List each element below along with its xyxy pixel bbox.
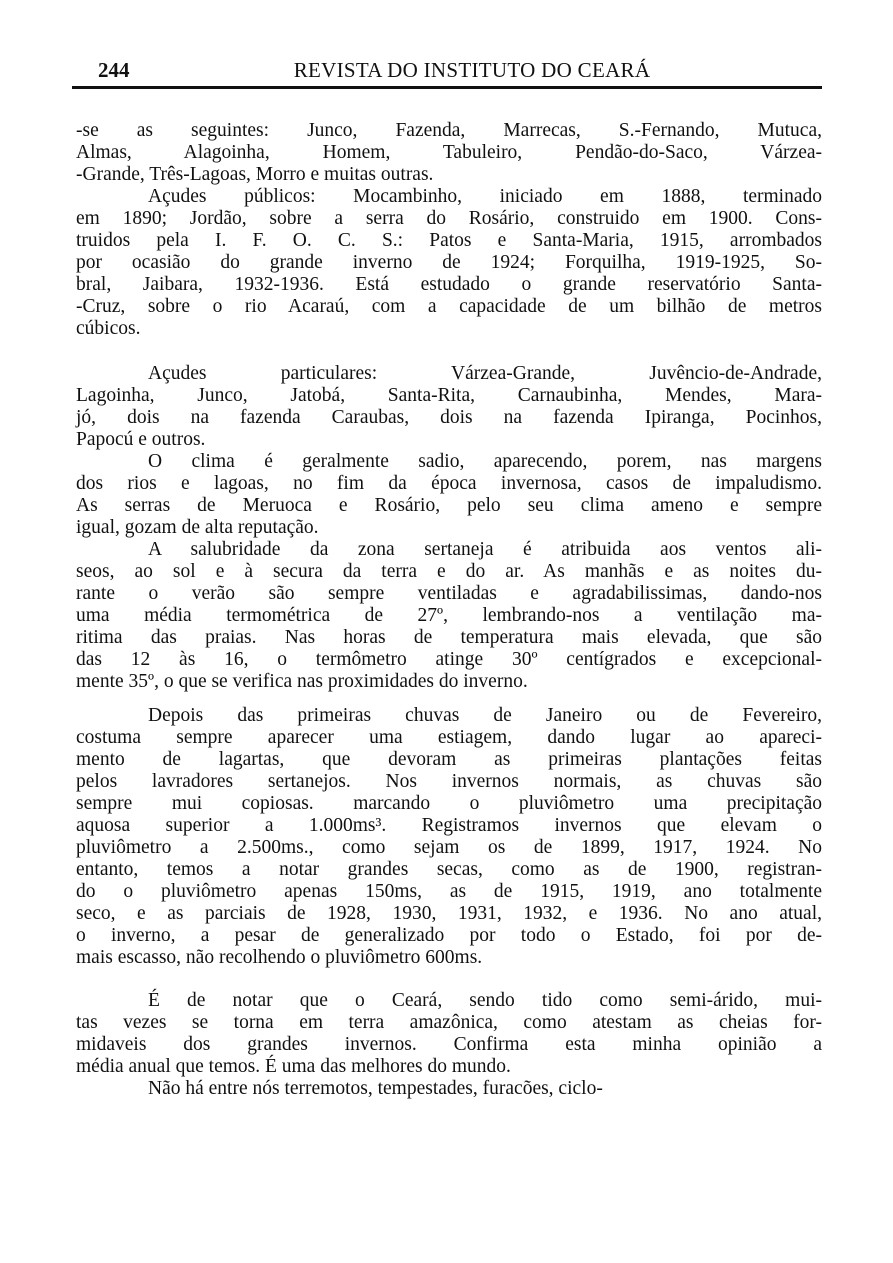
text-line: Lagoinha, Junco, Jatobá, Santa-Rita, Carnaubinha, Mendes, Mara- xyxy=(76,385,822,406)
text-line: cúbicos. xyxy=(76,318,141,339)
text-line: mais escasso, não recolhendo o pluviômetro 600ms. xyxy=(76,947,483,968)
text-line: Papocú e outros. xyxy=(76,429,206,450)
text-line: mento de lagartas, que devoram as primeiras plantações feitas xyxy=(76,749,822,770)
text-line: Não há entre nós terremotos, tempestades, furacões, ciclo- xyxy=(148,1078,603,1099)
text-line: midaveis dos grandes invernos. Confirma esta minha opinião a xyxy=(76,1034,822,1055)
text-line: ritima das praias. Nas horas de temperatura mais elevada, que são xyxy=(76,627,822,648)
text-line: aquosa superior a 1.000ms³. Registramos invernos que elevam o xyxy=(76,815,822,836)
text-line: truidos pela I. F. O. C. S.: Patos e Santa-Maria, 1915, arrombados xyxy=(76,230,822,251)
text-line: pluviômetro a 2.500ms., como sejam os de 1899, 1917, 1924. No xyxy=(76,837,822,858)
text-line: costuma sempre aparecer uma estiagem, dando lugar ao apareci- xyxy=(76,727,822,748)
text-line: -Grande, Três-Lagoas, Morro e muitas outras. xyxy=(76,164,434,185)
text-line: A salubridade da zona sertaneja é atribuida aos ventos ali- xyxy=(148,539,822,560)
page-number: 244 xyxy=(98,58,130,82)
text-line: -Cruz, sobre o rio Acaraú, com a capacidade de um bilhão de metros xyxy=(76,296,822,317)
paragraph xyxy=(76,451,822,539)
paragraph xyxy=(76,363,822,451)
text-line: seco, e as parciais de 1928, 1930, 1931, 1932, e 1936. No ano atual, xyxy=(76,903,822,924)
running-title: REVISTA DO INSTITUTO DO CEARÁ xyxy=(293,58,651,82)
paragraph xyxy=(76,1078,822,1100)
running-header xyxy=(72,52,822,88)
text-line: bral, Jaibara, 1932-1936. Está estudado o grande reservatório Santa- xyxy=(76,274,822,295)
page-body xyxy=(76,120,822,1100)
text-line: O clima é geralmente sadio, aparecendo, porem, nas margens xyxy=(148,451,822,472)
text-line: tas vezes se torna em terra amazônica, como atestam as cheias for- xyxy=(76,1012,822,1033)
paragraph xyxy=(76,120,822,186)
text-line: das 12 às 16, o termômetro atinge 30º centígrados e excepcional- xyxy=(76,649,822,670)
text-line: Açudes particulares: Várzea-Grande, Juvêncio-de-Andrade, xyxy=(148,363,822,384)
text-line: entanto, temos a notar grandes secas, como as de 1900, registran- xyxy=(76,859,822,880)
text-line: uma média termométrica de 27º, lembrando-nos a ventilação ma- xyxy=(76,605,822,626)
text-line: seos, ao sol e à secura da terra e do ar. As manhãs e as noites du- xyxy=(76,561,822,582)
paragraph xyxy=(76,990,822,1078)
paragraph xyxy=(76,705,822,969)
text-line: rante o verão são sempre ventiladas e agradabilissimas, dando-nos xyxy=(76,583,822,604)
header-rule xyxy=(72,86,822,89)
text-line: em 1890; Jordão, sobre a serra do Rosário, construido em 1900. Cons- xyxy=(76,208,822,229)
text-line: dos rios e lagoas, no fim da época invernosa, casos de impaludismo. xyxy=(76,473,822,494)
text-line: sempre mui copiosas. marcando o pluviômetro uma precipitação xyxy=(76,793,822,814)
text-line: -se as seguintes: Junco, Fazenda, Marrecas, S.-Fernando, Mutuca, xyxy=(76,120,822,141)
paragraph xyxy=(76,186,822,340)
paragraph xyxy=(76,539,822,693)
text-line: jó, dois na fazenda Caraubas, dois na fazenda Ipiranga, Pocinhos, xyxy=(76,407,822,428)
text-line: É de notar que o Ceará, sendo tido como semi-árido, mui- xyxy=(148,990,822,1011)
text-line: As serras de Meruoca e Rosário, pelo seu clima ameno e sempre xyxy=(76,495,822,516)
text-line: Almas, Alagoinha, Homem, Tabuleiro, Pendão-do-Saco, Várzea- xyxy=(76,142,822,163)
text-line: do o pluviômetro apenas 150ms, as de 1915, 1919, ano totalmente xyxy=(76,881,822,902)
text-line: por ocasião do grande inverno de 1924; Forquilha, 1919-1925, So- xyxy=(76,252,822,273)
text-line: Depois das primeiras chuvas de Janeiro ou de Fevereiro, xyxy=(148,705,822,726)
text-line: média anual que temos. É uma das melhores do mundo. xyxy=(76,1056,511,1077)
text-line: Açudes públicos: Mocambinho, iniciado em 1888, terminado xyxy=(148,186,822,207)
text-line: o inverno, a pesar de generalizado por todo o Estado, foi por de- xyxy=(76,925,822,946)
text-line: igual, gozam de alta reputação. xyxy=(76,517,319,538)
text-line: pelos lavradores sertanejos. Nos invernos normais, as chuvas são xyxy=(76,771,822,792)
text-line: mente 35º, o que se verifica nas proximidades do inverno. xyxy=(76,671,528,692)
